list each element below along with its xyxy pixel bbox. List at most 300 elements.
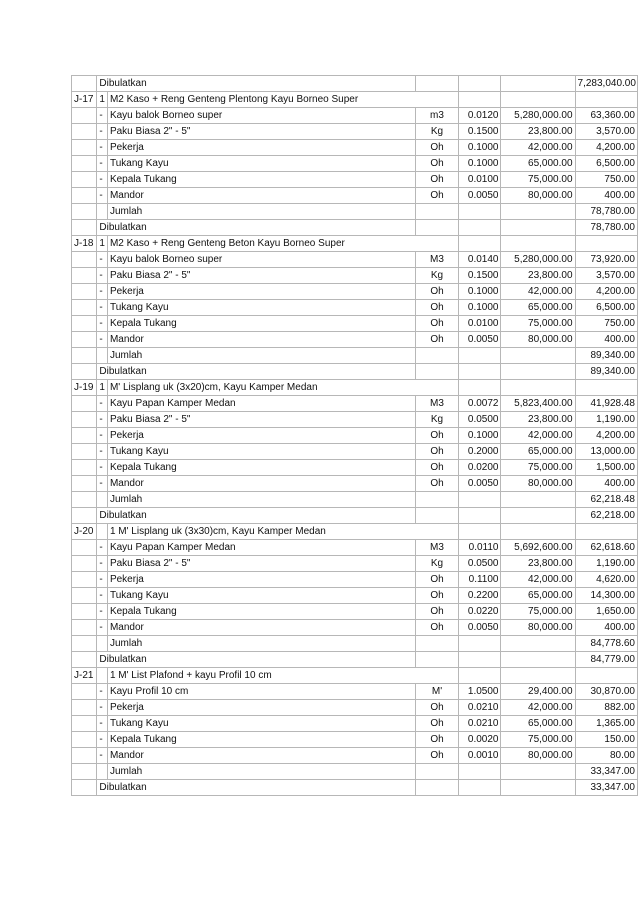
empty-cell[interactable] [575,236,637,252]
empty-cell[interactable] [72,508,97,524]
line-total-cell[interactable]: 4,200.00 [575,284,637,300]
line-total-cell[interactable]: 6,500.00 [575,300,637,316]
coefficient-cell[interactable]: 0.0072 [459,396,501,412]
dash-cell[interactable]: - [97,396,108,412]
dash-cell[interactable]: - [97,268,108,284]
empty-cell[interactable] [575,524,637,540]
unit-cell[interactable]: Oh [415,700,458,716]
line-total-cell[interactable]: 4,200.00 [575,140,637,156]
empty-cell[interactable] [72,444,97,460]
empty-cell[interactable] [415,508,458,524]
coefficient-cell[interactable]: 0.0050 [459,620,501,636]
coefficient-cell[interactable]: 0.0210 [459,700,501,716]
unit-price-cell[interactable]: 65,000.00 [501,588,575,604]
empty-cell[interactable] [415,652,458,668]
dibulatkan-label-cell[interactable]: Dibulatkan [97,780,415,796]
line-total-cell[interactable]: 400.00 [575,620,637,636]
unit-cell[interactable]: M3 [415,540,458,556]
component-description-cell[interactable]: Kepala Tukang [107,172,415,188]
empty-cell[interactable] [97,204,108,220]
component-description-cell[interactable]: Paku Biasa 2" - 5" [107,124,415,140]
empty-cell[interactable] [501,780,575,796]
coefficient-cell[interactable]: 0.1000 [459,284,501,300]
empty-cell[interactable] [501,524,575,540]
component-description-cell[interactable]: Paku Biasa 2" - 5" [107,412,415,428]
empty-cell[interactable] [72,252,97,268]
empty-cell[interactable] [72,316,97,332]
jumlah-label-cell[interactable]: Jumlah [107,204,415,220]
empty-cell[interactable] [72,700,97,716]
component-description-cell[interactable]: Tukang Kayu [107,588,415,604]
item-code-cell[interactable]: J-21 [72,668,97,684]
empty-cell[interactable] [72,108,97,124]
empty-cell[interactable] [72,124,97,140]
component-description-cell[interactable]: Pekerja [107,428,415,444]
dibulatkan-label-cell[interactable]: Dibulatkan [97,364,415,380]
empty-cell[interactable] [501,492,575,508]
empty-cell[interactable] [72,268,97,284]
dash-cell[interactable]: - [97,252,108,268]
jumlah-total-cell[interactable]: 33,347.00 [575,764,637,780]
item-code-cell[interactable]: J-17 [72,92,97,108]
empty-cell[interactable] [97,348,108,364]
item-qty-cell[interactable]: 1 [97,92,108,108]
line-total-cell[interactable]: 6,500.00 [575,156,637,172]
line-total-cell[interactable]: 63,360.00 [575,108,637,124]
empty-cell[interactable] [575,668,637,684]
dash-cell[interactable]: - [97,188,108,204]
empty-cell[interactable] [72,684,97,700]
item-qty-cell[interactable]: 1 [97,380,108,396]
item-description-cell[interactable]: M2 Kaso + Reng Genteng Beton Kayu Borneo Super [107,236,458,252]
empty-cell[interactable] [501,508,575,524]
empty-cell[interactable] [501,652,575,668]
component-description-cell[interactable]: Pekerja [107,140,415,156]
dash-cell[interactable]: - [97,332,108,348]
unit-cell[interactable]: Oh [415,748,458,764]
empty-cell[interactable] [501,236,575,252]
unit-cell[interactable]: Oh [415,732,458,748]
unit-cell[interactable]: Oh [415,140,458,156]
component-description-cell[interactable]: Kayu Papan Kamper Medan [107,540,415,556]
coefficient-cell[interactable]: 0.0050 [459,332,501,348]
item-qty-cell[interactable] [97,524,108,540]
component-description-cell[interactable]: Kepala Tukang [107,460,415,476]
line-total-cell[interactable]: 882.00 [575,700,637,716]
unit-cell[interactable]: Oh [415,604,458,620]
empty-cell[interactable] [72,476,97,492]
unit-cell[interactable]: Oh [415,284,458,300]
unit-price-cell[interactable]: 23,800.00 [501,268,575,284]
unit-cell[interactable]: Oh [415,172,458,188]
component-description-cell[interactable]: Kayu balok Borneo super [107,252,415,268]
empty-cell[interactable] [459,380,501,396]
empty-cell[interactable] [72,748,97,764]
empty-cell[interactable] [72,620,97,636]
empty-cell[interactable] [575,92,637,108]
empty-cell[interactable] [575,380,637,396]
empty-cell[interactable] [459,348,501,364]
empty-cell[interactable] [72,460,97,476]
empty-cell[interactable] [415,204,458,220]
empty-cell[interactable] [72,284,97,300]
line-total-cell[interactable]: 1,190.00 [575,412,637,428]
dash-cell[interactable]: - [97,684,108,700]
line-total-cell[interactable]: 400.00 [575,188,637,204]
unit-cell[interactable]: Kg [415,412,458,428]
dash-cell[interactable]: - [97,428,108,444]
unit-price-cell[interactable]: 65,000.00 [501,156,575,172]
unit-cell[interactable]: Oh [415,444,458,460]
empty-cell[interactable] [72,636,97,652]
dash-cell[interactable]: - [97,604,108,620]
jumlah-label-cell[interactable]: Jumlah [107,348,415,364]
component-description-cell[interactable]: Kayu balok Borneo super [107,108,415,124]
unit-price-cell[interactable]: 75,000.00 [501,316,575,332]
unit-price-cell[interactable]: 80,000.00 [501,620,575,636]
empty-cell[interactable] [72,572,97,588]
unit-price-cell[interactable]: 80,000.00 [501,476,575,492]
unit-price-cell[interactable]: 65,000.00 [501,300,575,316]
component-description-cell[interactable]: Kepala Tukang [107,732,415,748]
empty-cell[interactable] [501,380,575,396]
coefficient-cell[interactable]: 0.0100 [459,172,501,188]
component-description-cell[interactable]: Tukang Kayu [107,300,415,316]
coefficient-cell[interactable]: 0.1500 [459,124,501,140]
unit-price-cell[interactable]: 65,000.00 [501,716,575,732]
empty-cell[interactable] [72,540,97,556]
empty-cell[interactable] [72,220,97,236]
unit-price-cell[interactable]: 5,280,000.00 [501,108,575,124]
line-total-cell[interactable]: 3,570.00 [575,124,637,140]
component-description-cell[interactable]: Pekerja [107,700,415,716]
component-description-cell[interactable]: Mandor [107,620,415,636]
line-total-cell[interactable]: 3,570.00 [575,268,637,284]
line-total-cell[interactable]: 400.00 [575,476,637,492]
unit-price-cell[interactable]: 75,000.00 [501,604,575,620]
dibulatkan-total-cell[interactable]: 33,347.00 [575,780,637,796]
unit-price-cell[interactable]: 80,000.00 [501,332,575,348]
unit-cell[interactable]: Oh [415,476,458,492]
empty-cell[interactable] [72,716,97,732]
dash-cell[interactable]: - [97,108,108,124]
line-total-cell[interactable]: 30,870.00 [575,684,637,700]
dash-cell[interactable]: - [97,716,108,732]
empty-cell[interactable] [415,364,458,380]
coefficient-cell[interactable]: 0.0500 [459,412,501,428]
unit-price-cell[interactable]: 80,000.00 [501,188,575,204]
dibulatkan-label-cell[interactable]: Dibulatkan [97,508,415,524]
line-total-cell[interactable]: 62,618.60 [575,540,637,556]
dash-cell[interactable]: - [97,172,108,188]
unit-cell[interactable]: M' [415,684,458,700]
dash-cell[interactable]: - [97,572,108,588]
empty-cell[interactable] [501,204,575,220]
component-description-cell[interactable]: Kepala Tukang [107,604,415,620]
dibulatkan-total-cell[interactable]: 84,779.00 [575,652,637,668]
jumlah-label-cell[interactable]: Jumlah [107,764,415,780]
coefficient-cell[interactable]: 0.0500 [459,556,501,572]
empty-cell[interactable] [72,156,97,172]
jumlah-total-cell[interactable]: 62,218.48 [575,492,637,508]
unit-cell[interactable]: Oh [415,588,458,604]
unit-price-cell[interactable]: 80,000.00 [501,748,575,764]
empty-cell[interactable] [459,92,501,108]
component-description-cell[interactable]: Paku Biasa 2" - 5" [107,268,415,284]
dash-cell[interactable]: - [97,556,108,572]
dibulatkan-total-cell[interactable]: 62,218.00 [575,508,637,524]
component-description-cell[interactable]: Mandor [107,332,415,348]
item-code-cell[interactable]: J-20 [72,524,97,540]
empty-cell[interactable] [501,764,575,780]
jumlah-label-cell[interactable]: Jumlah [107,492,415,508]
empty-cell[interactable] [72,604,97,620]
empty-cell[interactable] [501,220,575,236]
empty-cell[interactable] [501,668,575,684]
empty-cell[interactable] [72,364,97,380]
unit-cell[interactable]: Kg [415,124,458,140]
coefficient-cell[interactable]: 0.1000 [459,300,501,316]
coefficient-cell[interactable]: 0.1000 [459,428,501,444]
coefficient-cell[interactable]: 0.0010 [459,748,501,764]
coefficient-cell[interactable]: 0.0050 [459,476,501,492]
empty-cell[interactable] [72,556,97,572]
empty-cell[interactable] [459,652,501,668]
coefficient-cell[interactable]: 0.0200 [459,460,501,476]
unit-price-cell[interactable]: 23,800.00 [501,556,575,572]
coefficient-cell[interactable]: 0.1500 [459,268,501,284]
empty-cell[interactable] [415,780,458,796]
component-description-cell[interactable]: Kayu Papan Kamper Medan [107,396,415,412]
coefficient-cell[interactable]: 1.0500 [459,684,501,700]
coefficient-cell[interactable]: 0.1000 [459,140,501,156]
coefficient-cell[interactable]: 0.1100 [459,572,501,588]
empty-cell[interactable] [72,492,97,508]
empty-cell[interactable] [97,492,108,508]
empty-cell[interactable] [459,76,501,92]
unit-price-cell[interactable]: 23,800.00 [501,412,575,428]
dash-cell[interactable]: - [97,124,108,140]
dash-cell[interactable]: - [97,156,108,172]
dash-cell[interactable]: - [97,732,108,748]
empty-cell[interactable] [415,348,458,364]
component-description-cell[interactable]: Mandor [107,476,415,492]
line-total-cell[interactable]: 14,300.00 [575,588,637,604]
empty-cell[interactable] [459,764,501,780]
unit-price-cell[interactable]: 75,000.00 [501,460,575,476]
dibulatkan-total-cell[interactable]: 7,283,040.00 [575,76,637,92]
unit-price-cell[interactable]: 42,000.00 [501,284,575,300]
unit-price-cell[interactable]: 75,000.00 [501,732,575,748]
jumlah-total-cell[interactable]: 89,340.00 [575,348,637,364]
coefficient-cell[interactable]: 0.2000 [459,444,501,460]
line-total-cell[interactable]: 80.00 [575,748,637,764]
unit-cell[interactable]: Oh [415,156,458,172]
empty-cell[interactable] [72,76,97,92]
coefficient-cell[interactable]: 0.0120 [459,108,501,124]
component-description-cell[interactable]: Mandor [107,748,415,764]
dibulatkan-total-cell[interactable]: 78,780.00 [575,220,637,236]
empty-cell[interactable] [501,92,575,108]
empty-cell[interactable] [97,764,108,780]
component-description-cell[interactable]: Pekerja [107,284,415,300]
empty-cell[interactable] [415,636,458,652]
component-description-cell[interactable]: Kepala Tukang [107,316,415,332]
line-total-cell[interactable]: 1,500.00 [575,460,637,476]
empty-cell[interactable] [72,348,97,364]
coefficient-cell[interactable]: 0.0050 [459,188,501,204]
empty-cell[interactable] [459,492,501,508]
line-total-cell[interactable]: 41,928.48 [575,396,637,412]
component-description-cell[interactable]: Tukang Kayu [107,716,415,732]
empty-cell[interactable] [501,76,575,92]
unit-price-cell[interactable]: 23,800.00 [501,124,575,140]
item-description-cell[interactable]: 1 M' List Plafond + kayu Profil 10 cm [107,668,458,684]
component-description-cell[interactable]: Kayu Profil 10 cm [107,684,415,700]
coefficient-cell[interactable]: 0.0020 [459,732,501,748]
dash-cell[interactable]: - [97,588,108,604]
coefficient-cell[interactable]: 0.2200 [459,588,501,604]
empty-cell[interactable] [501,364,575,380]
empty-cell[interactable] [97,636,108,652]
unit-cell[interactable]: Oh [415,716,458,732]
item-code-cell[interactable]: J-19 [72,380,97,396]
item-description-cell[interactable]: 1 M' Lisplang uk (3x30)cm, Kayu Kamper Medan [107,524,458,540]
empty-cell[interactable] [72,204,97,220]
item-qty-cell[interactable] [97,668,108,684]
jumlah-total-cell[interactable]: 84,778.60 [575,636,637,652]
empty-cell[interactable] [459,204,501,220]
line-total-cell[interactable]: 400.00 [575,332,637,348]
dibulatkan-label-cell[interactable]: Dibulatkan [97,652,415,668]
empty-cell[interactable] [459,524,501,540]
coefficient-cell[interactable]: 0.0140 [459,252,501,268]
line-total-cell[interactable]: 750.00 [575,316,637,332]
unit-cell[interactable]: Kg [415,268,458,284]
unit-price-cell[interactable]: 42,000.00 [501,700,575,716]
dash-cell[interactable]: - [97,316,108,332]
component-description-cell[interactable]: Tukang Kayu [107,444,415,460]
line-total-cell[interactable]: 1,650.00 [575,604,637,620]
component-description-cell[interactable]: Tukang Kayu [107,156,415,172]
unit-cell[interactable]: M3 [415,396,458,412]
line-total-cell[interactable]: 4,200.00 [575,428,637,444]
empty-cell[interactable] [501,348,575,364]
dash-cell[interactable]: - [97,140,108,156]
empty-cell[interactable] [501,636,575,652]
dash-cell[interactable]: - [97,540,108,556]
unit-price-cell[interactable]: 5,823,400.00 [501,396,575,412]
jumlah-label-cell[interactable]: Jumlah [107,636,415,652]
empty-cell[interactable] [72,300,97,316]
coefficient-cell[interactable]: 0.0100 [459,316,501,332]
dibulatkan-label-cell[interactable]: Dibulatkan [97,220,415,236]
item-qty-cell[interactable]: 1 [97,236,108,252]
unit-cell[interactable]: Oh [415,316,458,332]
line-total-cell[interactable]: 1,365.00 [575,716,637,732]
unit-price-cell[interactable]: 65,000.00 [501,444,575,460]
empty-cell[interactable] [459,636,501,652]
line-total-cell[interactable]: 150.00 [575,732,637,748]
unit-price-cell[interactable]: 42,000.00 [501,572,575,588]
item-description-cell[interactable]: M' Lisplang uk (3x20)cm, Kayu Kamper Medan [107,380,458,396]
component-description-cell[interactable]: Paku Biasa 2" - 5" [107,556,415,572]
item-description-cell[interactable]: M2 Kaso + Reng Genteng Plentong Kayu Borneo Super [107,92,458,108]
dash-cell[interactable]: - [97,460,108,476]
unit-cell[interactable]: Oh [415,460,458,476]
empty-cell[interactable] [72,652,97,668]
empty-cell[interactable] [72,588,97,604]
unit-cell[interactable]: m3 [415,108,458,124]
empty-cell[interactable] [72,188,97,204]
unit-price-cell[interactable]: 5,692,600.00 [501,540,575,556]
unit-cell[interactable]: Kg [415,556,458,572]
empty-cell[interactable] [415,76,458,92]
coefficient-cell[interactable]: 0.0110 [459,540,501,556]
unit-price-cell[interactable]: 5,280,000.00 [501,252,575,268]
dash-cell[interactable]: - [97,748,108,764]
dibulatkan-total-cell[interactable]: 89,340.00 [575,364,637,380]
line-total-cell[interactable]: 4,620.00 [575,572,637,588]
coefficient-cell[interactable]: 0.0220 [459,604,501,620]
empty-cell[interactable] [72,428,97,444]
unit-price-cell[interactable]: 42,000.00 [501,140,575,156]
empty-cell[interactable] [459,508,501,524]
unit-cell[interactable]: Oh [415,572,458,588]
empty-cell[interactable] [72,412,97,428]
coefficient-cell[interactable]: 0.0210 [459,716,501,732]
unit-cell[interactable]: M3 [415,252,458,268]
unit-price-cell[interactable]: 29,400.00 [501,684,575,700]
line-total-cell[interactable]: 73,920.00 [575,252,637,268]
dash-cell[interactable]: - [97,444,108,460]
empty-cell[interactable] [459,236,501,252]
empty-cell[interactable] [415,764,458,780]
component-description-cell[interactable]: Mandor [107,188,415,204]
item-code-cell[interactable]: J-18 [72,236,97,252]
unit-cell[interactable]: Oh [415,428,458,444]
dash-cell[interactable]: - [97,700,108,716]
empty-cell[interactable] [459,364,501,380]
empty-cell[interactable] [72,332,97,348]
empty-cell[interactable] [72,732,97,748]
coefficient-cell[interactable]: 0.1000 [459,156,501,172]
dash-cell[interactable]: - [97,300,108,316]
empty-cell[interactable] [415,220,458,236]
empty-cell[interactable] [72,396,97,412]
component-description-cell[interactable]: Pekerja [107,572,415,588]
dash-cell[interactable]: - [97,476,108,492]
empty-cell[interactable] [72,764,97,780]
dash-cell[interactable]: - [97,284,108,300]
empty-cell[interactable] [415,492,458,508]
unit-cell[interactable]: Oh [415,188,458,204]
dash-cell[interactable]: - [97,620,108,636]
dibulatkan-label-cell[interactable]: Dibulatkan [97,76,415,92]
dash-cell[interactable]: - [97,412,108,428]
line-total-cell[interactable]: 750.00 [575,172,637,188]
jumlah-total-cell[interactable]: 78,780.00 [575,204,637,220]
unit-cell[interactable]: Oh [415,332,458,348]
empty-cell[interactable] [459,220,501,236]
unit-price-cell[interactable]: 75,000.00 [501,172,575,188]
unit-cell[interactable]: Oh [415,300,458,316]
empty-cell[interactable] [72,780,97,796]
unit-price-cell[interactable]: 42,000.00 [501,428,575,444]
empty-cell[interactable] [72,140,97,156]
empty-cell[interactable] [459,668,501,684]
unit-cell[interactable]: Oh [415,620,458,636]
